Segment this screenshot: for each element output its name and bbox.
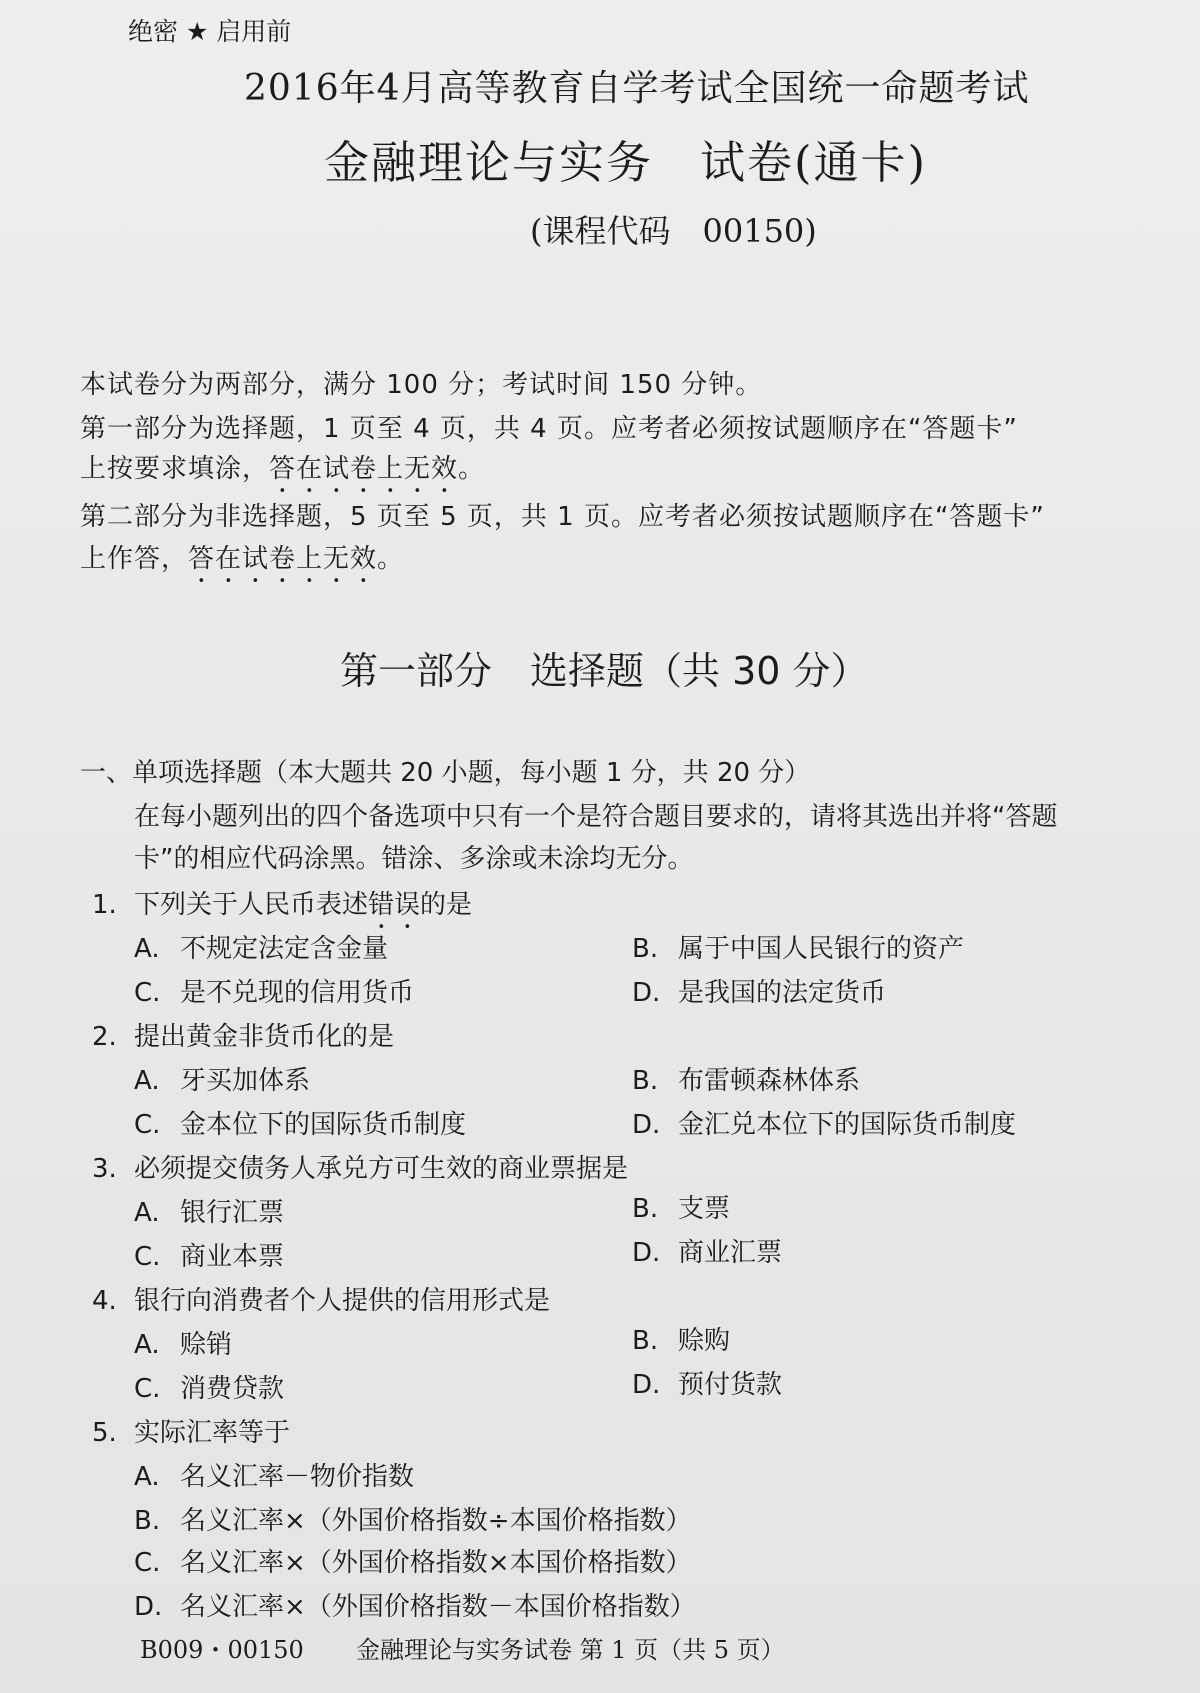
intro-line-3-suffix: 。 (458, 454, 486, 484)
footer-code: B009・00150 (140, 1636, 304, 1664)
intro-line-3 (80, 448, 485, 499)
question-number: 4. (92, 1286, 117, 1316)
question-3-option-a (134, 1192, 284, 1229)
intro-line-5-suffix: 。 (377, 544, 405, 574)
question-number: 2. (92, 1022, 117, 1052)
question-2-option-c (134, 1104, 466, 1141)
option-key: D. (632, 978, 661, 1008)
option-key: A. (134, 1066, 160, 1096)
footer-page-label: 金融理论与实务试卷 第 1 页（共 5 页） (356, 1636, 785, 1664)
question-2-option-b (632, 1060, 860, 1097)
question-2-option-a (134, 1060, 310, 1097)
option-text: 赊销 (180, 1330, 233, 1360)
option-key: B. (632, 934, 659, 964)
question-2-option-d (632, 1104, 1016, 1141)
section1-heading: 一、单项选择题（本大题共 20 小题，每小题 1 分，共 20 分） (80, 758, 811, 788)
question-1-stem-prefix: 下列关于人民币表述 (134, 890, 369, 920)
question-5-option-a (134, 1456, 414, 1493)
option-text: 赊购 (678, 1326, 731, 1356)
question-4-option-b (632, 1320, 730, 1357)
question-1-option-c (134, 972, 414, 1009)
option-key: D. (134, 1592, 163, 1622)
option-key: A. (134, 1198, 160, 1228)
question-4-option-d (632, 1364, 782, 1401)
intro-line-3-prefix: 上按要求填涂， (80, 454, 270, 484)
intro-line-3-emphasis: 答在试卷上无效 (269, 454, 459, 484)
option-text: 商业汇票 (678, 1238, 783, 1268)
option-text: 布雷顿森林体系 (678, 1066, 861, 1096)
section1-instruction-1: 在每小题列出的四个备选项中只有一个是符合题目要求的，请将其选出并将“答题 (134, 802, 1058, 832)
option-text: 名义汇率×（外国价格指数×本国价格指数） (180, 1548, 692, 1578)
question-1-stem-emphasis: 错误 (368, 890, 421, 920)
option-text: 是我国的法定货币 (678, 978, 887, 1008)
intro-line-4: 第二部分为非选择题，5 页至 5 页，共 1 页。应考者必须按试题顺序在“答题卡” (80, 502, 1045, 532)
question-1-stem-suffix: 的是 (420, 890, 473, 920)
intro-line-5-prefix: 上作答， (80, 544, 189, 574)
question-5-option-c (134, 1542, 692, 1579)
option-key: C. (134, 1548, 161, 1578)
option-text: 是不兑现的信用货币 (180, 978, 415, 1008)
option-text: 名义汇率×（外国价格指数－本国价格指数） (180, 1592, 696, 1622)
option-key: D. (632, 1370, 661, 1400)
intro-line-5-emphasis: 答在试卷上无效 (188, 544, 378, 574)
option-key: B. (632, 1326, 659, 1356)
question-4-option-c (134, 1368, 284, 1405)
subject-title: 金融理论与实务 试卷(通卡) (324, 136, 928, 189)
option-text: 牙买加体系 (180, 1066, 311, 1096)
option-text: 属于中国人民银行的资产 (678, 934, 965, 964)
question-5-stem (92, 1412, 290, 1449)
question-5-option-d (134, 1586, 696, 1623)
question-1-option-b (632, 928, 964, 965)
option-key: C. (134, 1242, 161, 1272)
secret-label: 绝密 ★ 启用前 (128, 17, 292, 46)
option-key: A. (134, 1462, 160, 1492)
option-key: C. (134, 978, 161, 1008)
question-4-stem-text: 银行向消费者个人提供的信用形式是 (134, 1286, 551, 1316)
option-key: C. (134, 1374, 161, 1404)
option-key: B. (134, 1506, 161, 1536)
option-key: D. (632, 1238, 661, 1268)
question-number: 5. (92, 1418, 117, 1448)
option-key: B. (632, 1194, 659, 1224)
option-text: 名义汇率－物价指数 (180, 1462, 415, 1492)
question-1-option-d (632, 972, 886, 1009)
question-4-option-a (134, 1324, 232, 1361)
intro-line-5 (80, 538, 404, 589)
option-key: C. (134, 1110, 161, 1140)
option-text: 商业本票 (180, 1242, 285, 1272)
option-text: 不规定法定含金量 (180, 934, 389, 964)
exam-title: 2016年4月高等教育自学考试全国统一命题考试 (244, 68, 1030, 109)
option-key: A. (134, 1330, 160, 1360)
option-text: 金本位下的国际货币制度 (180, 1110, 467, 1140)
option-text: 名义汇率×（外国价格指数÷本国价格指数） (180, 1506, 692, 1536)
course-code: (课程代码 00150) (530, 212, 817, 250)
option-text: 银行汇票 (180, 1198, 285, 1228)
question-1-option-a (134, 928, 388, 965)
question-5-stem-text: 实际汇率等于 (134, 1418, 291, 1448)
question-3-option-d (632, 1232, 782, 1269)
section1-instruction-2: 卡”的相应代码涂黑。错涂、多涂或未涂均无分。 (134, 844, 694, 874)
option-key: A. (134, 934, 160, 964)
option-text: 金汇兑本位下的国际货币制度 (678, 1110, 1017, 1140)
question-5-option-b (134, 1500, 692, 1537)
question-2-stem (92, 1016, 394, 1053)
question-3-stem (92, 1148, 628, 1185)
part1-title: 第一部分 选择题（共 30 分） (340, 649, 869, 693)
option-key: B. (632, 1066, 659, 1096)
option-text: 支票 (678, 1194, 731, 1224)
question-4-stem (92, 1280, 550, 1317)
question-3-option-b (632, 1188, 730, 1225)
option-text: 预付货款 (678, 1370, 783, 1400)
question-3-option-c (134, 1236, 284, 1273)
intro-line-1: 本试卷分为两部分，满分 100 分；考试时间 150 分钟。 (80, 370, 763, 400)
question-3-stem-text: 必须提交债务人承兑方可生效的商业票据是 (134, 1154, 629, 1184)
question-2-stem-text: 提出黄金非货币化的是 (134, 1022, 395, 1052)
question-number: 3. (92, 1154, 117, 1184)
option-key: D. (632, 1110, 661, 1140)
question-number: 1. (92, 890, 117, 920)
intro-line-2: 第一部分为选择题，1 页至 4 页，共 4 页。应考者必须按试题顺序在“答题卡” (80, 414, 1018, 444)
option-text: 消费贷款 (180, 1374, 285, 1404)
